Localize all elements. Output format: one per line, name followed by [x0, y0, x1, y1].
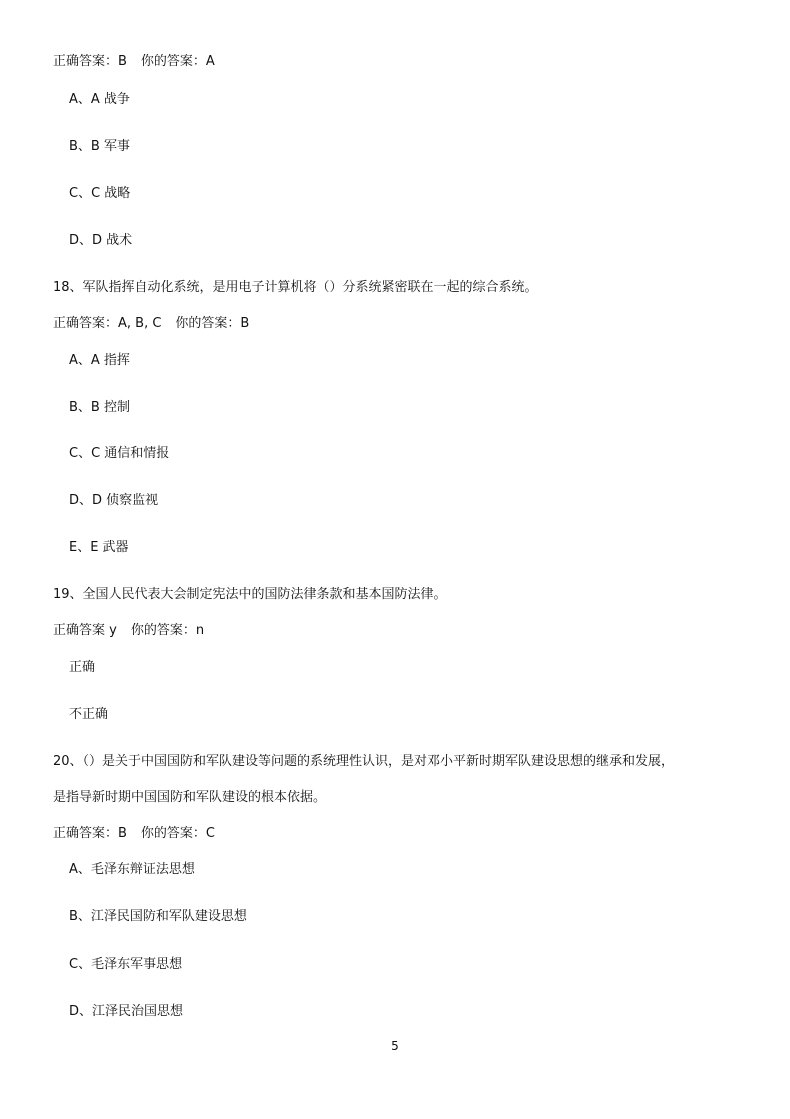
correct-answer: 正确答案 y: [53, 623, 117, 638]
option-d: D、江泽民治国思想: [69, 1004, 184, 1019]
correct-answer: 正确答案：B: [53, 54, 127, 69]
option-a: A、A 指挥: [69, 353, 130, 368]
option-a: A、毛泽东辩证法思想: [69, 862, 195, 877]
option-true: 正确: [69, 660, 96, 675]
option-d: D、D 战术: [69, 233, 133, 248]
option-c: C、毛泽东军事思想: [69, 957, 183, 972]
option-c: C、C 战略: [69, 186, 131, 201]
question-18: 18、军队指挥自动化系统，是用电子计算机将（）分系统紧密联在一起的综合系统。: [53, 280, 538, 295]
option-a: A、A 战争: [69, 92, 130, 107]
your-answer: 你的答案：n: [130, 623, 205, 638]
option-b: B、江泽民国防和军队建设思想: [69, 909, 247, 924]
page-number: 5: [391, 1039, 399, 1053]
option-b: B、B 控制: [69, 400, 130, 415]
option-b: B、B 军事: [69, 139, 130, 154]
question-19: 19、全国人民代表大会制定宪法中的国防法律条款和基本国防法律。: [53, 587, 447, 602]
your-answer: 你的答案：B: [175, 316, 250, 331]
option-d: D、D 侦察监视: [69, 493, 159, 508]
option-false: 不正确: [69, 707, 109, 722]
correct-answer: 正确答案：B: [53, 826, 127, 841]
option-c: C、C 通信和情报: [69, 446, 170, 461]
answer-line: [53, 826, 215, 842]
option-e: E、E 武器: [69, 540, 129, 555]
answer-line: [53, 623, 204, 639]
answer-line: [53, 54, 215, 70]
your-answer: 你的答案：A: [140, 54, 215, 69]
question-20-line1: 20、（）是关于中国国防和军队建设等问题的系统理性认识，是对邓小平新时期军队建设思想的继承和发展，: [53, 754, 675, 769]
answer-line: [53, 316, 249, 332]
question-20-line2: 是指导新时期中国国防和军队建设的根本依据。: [53, 790, 327, 805]
your-answer: 你的答案：C: [140, 826, 215, 841]
correct-answer: 正确答案：A, B, C: [53, 316, 162, 331]
